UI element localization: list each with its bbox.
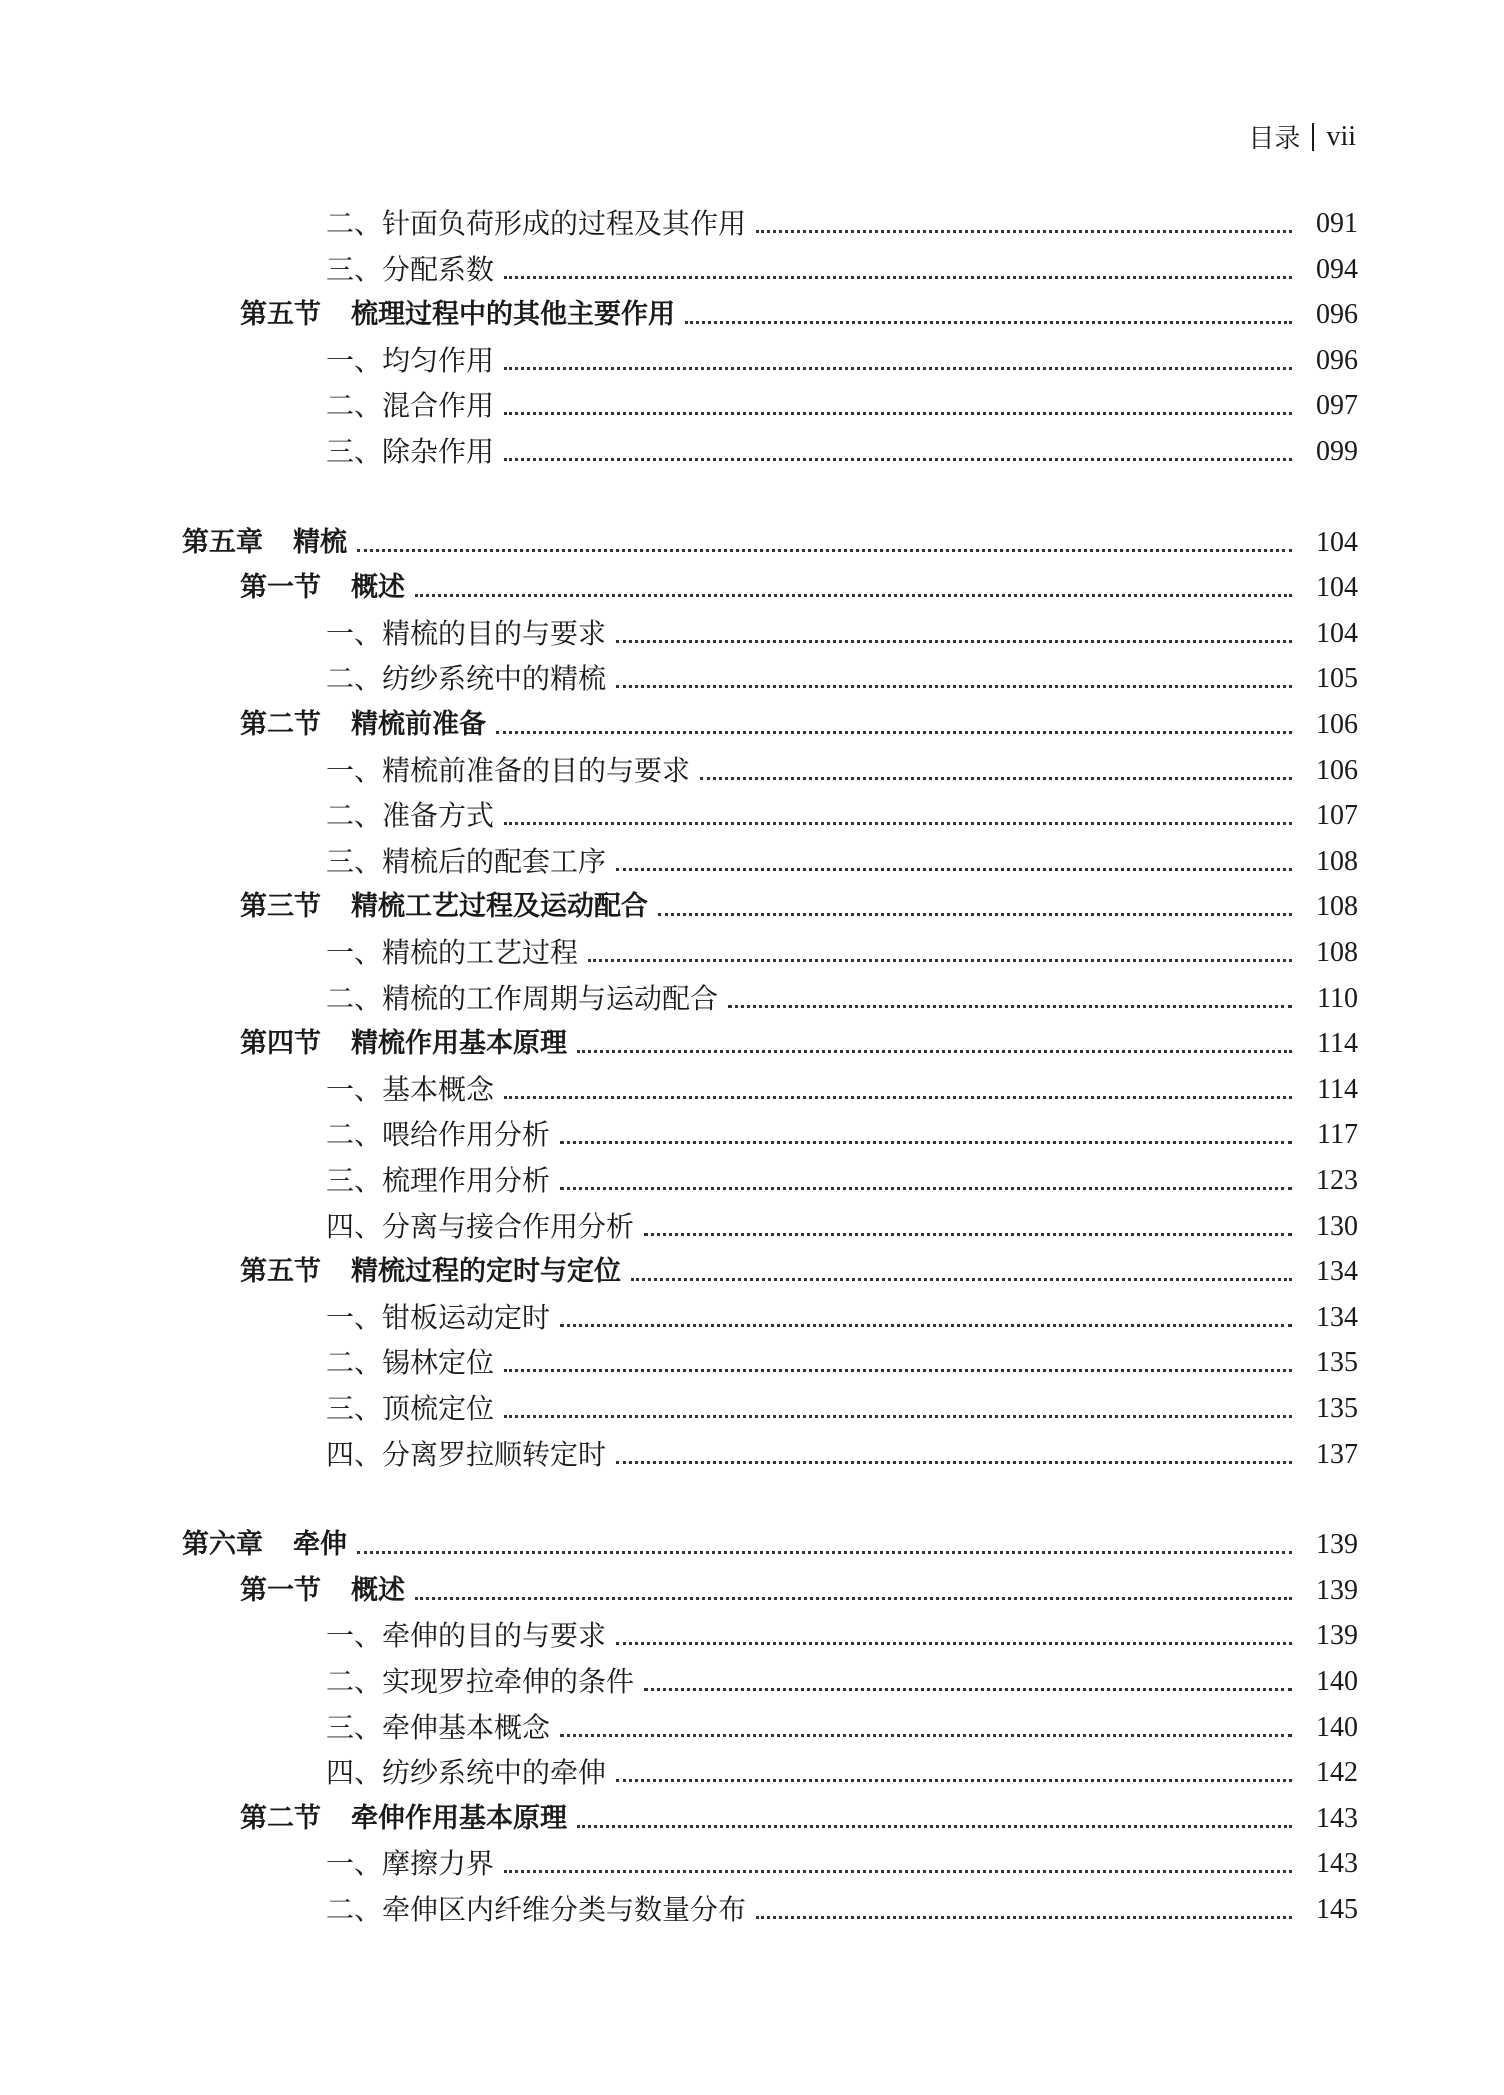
dot-leader <box>504 458 1292 461</box>
toc-entry-label <box>240 1799 577 1839</box>
toc-entry-label <box>326 204 756 244</box>
toc-chapter-row[interactable] <box>182 1525 1358 1565</box>
toc-page-number: 139 <box>1316 1574 1358 1606</box>
toc-page-number: 140 <box>1316 1666 1358 1697</box>
toc-entry-label <box>326 1389 504 1429</box>
toc-entry-label <box>326 1298 560 1338</box>
toc-entry-title: 二、针面负荷形成的过程及其作用 <box>326 207 747 240</box>
toc-entry-title: 四、分离罗拉顺转定时 <box>326 1437 607 1471</box>
toc-item-row[interactable] <box>326 1343 1358 1383</box>
toc-page-number: 114 <box>1317 1028 1358 1060</box>
toc-entry-label <box>326 1890 756 1930</box>
toc-entry-number: 第五节 <box>240 299 321 331</box>
toc-entry-label <box>326 796 504 836</box>
dot-leader <box>616 1461 1292 1464</box>
toc-item-row[interactable] <box>326 1753 1358 1793</box>
toc-item-row[interactable] <box>326 614 1358 654</box>
toc-page-number: 143 <box>1316 1848 1358 1880</box>
toc-page-number: 107 <box>1316 800 1358 832</box>
toc-entry-title: 概述 <box>351 572 405 604</box>
dot-leader <box>504 276 1292 279</box>
toc-section-row[interactable] <box>240 1799 1358 1839</box>
toc-entry-label <box>326 614 616 654</box>
toc-entry-title: 四、分离与接合作用分析 <box>326 1209 635 1243</box>
header-divider <box>1312 123 1314 151</box>
toc-page-number: 130 <box>1316 1210 1358 1242</box>
toc-entry-title: 一、均匀作用 <box>326 343 495 377</box>
dot-leader <box>616 685 1292 688</box>
dot-leader <box>616 640 1292 643</box>
toc-item-row[interactable] <box>326 341 1358 381</box>
toc-page-number: 105 <box>1316 663 1358 695</box>
dot-leader <box>357 549 1292 552</box>
toc-entry-label <box>240 1024 577 1064</box>
toc-entry-title: 精梳 <box>293 526 347 558</box>
toc-page-number: 104 <box>1316 617 1358 649</box>
toc-entry-title: 三、分配系数 <box>326 252 495 286</box>
toc-entry-number: 第四节 <box>240 1028 321 1060</box>
toc-entry-title: 三、精梳后的配套工序 <box>326 844 607 878</box>
toc-item-row[interactable] <box>326 1115 1358 1155</box>
toc-entry-title: 牵伸 <box>293 1529 347 1561</box>
toc-section-row[interactable] <box>240 295 1358 335</box>
dot-leader <box>616 1642 1292 1645</box>
toc-item-row[interactable] <box>326 250 1358 290</box>
toc-page-number: 139 <box>1316 1529 1358 1561</box>
toc-section-row[interactable] <box>240 568 1358 608</box>
toc-entry-title: 二、混合作用 <box>326 389 495 423</box>
toc-entry-label <box>326 1161 560 1201</box>
toc-entry-title: 精梳过程的定时与定位 <box>351 1256 621 1288</box>
dot-leader <box>700 777 1292 780</box>
toc-item-row[interactable] <box>326 1207 1358 1247</box>
toc-entry-label <box>326 842 616 882</box>
toc-entry-title: 精梳工艺过程及运动配合 <box>351 891 648 923</box>
toc-entry-label <box>240 295 685 335</box>
toc-entry-label <box>326 1070 504 1110</box>
toc-page-number: 097 <box>1316 390 1358 422</box>
toc-entry-label <box>326 659 616 699</box>
toc-entry-title: 牵伸作用基本原理 <box>351 1802 567 1834</box>
toc-entry-title: 一、基本概念 <box>326 1072 495 1106</box>
toc-item-row[interactable] <box>326 1844 1358 1884</box>
toc-item-row[interactable] <box>326 1070 1358 1110</box>
dot-leader <box>357 1551 1292 1554</box>
toc-item-row[interactable] <box>326 1708 1358 1748</box>
toc-entry-title: 二、牵伸区内纤维分类与数量分布 <box>326 1893 747 1926</box>
toc-item-row[interactable] <box>326 1890 1358 1930</box>
dot-leader <box>560 1141 1292 1144</box>
header-page-number: vii <box>1326 120 1356 152</box>
toc-entry-title: 一、摩擦力界 <box>326 1847 495 1881</box>
toc-section-row[interactable] <box>240 1571 1358 1611</box>
toc-page-number: 094 <box>1316 253 1358 285</box>
toc-page-number: 114 <box>1317 1073 1358 1105</box>
toc-item-row[interactable] <box>326 1616 1358 1656</box>
toc-entry-label <box>326 1753 616 1793</box>
toc-entry-label <box>182 1525 357 1565</box>
toc-entry-label <box>326 1662 644 1702</box>
toc-entry-number: 第二节 <box>240 709 321 740</box>
toc-page-number: 106 <box>1316 709 1358 740</box>
toc-item-row[interactable] <box>326 933 1358 973</box>
dot-leader <box>560 1324 1292 1327</box>
toc-entry-number: 第三节 <box>240 891 321 923</box>
toc-entry-title: 二、精梳的工作周期与运动配合 <box>326 981 719 1015</box>
toc-item-row[interactable] <box>326 1298 1358 1338</box>
dot-leader <box>504 1870 1292 1873</box>
toc-page-number: 106 <box>1316 754 1358 786</box>
toc-entry-number: 第六章 <box>182 1529 263 1561</box>
toc-item-row[interactable] <box>326 1662 1358 1702</box>
toc-entry-label <box>326 979 728 1019</box>
dot-leader <box>577 1050 1292 1053</box>
dot-leader <box>644 1233 1292 1236</box>
toc-entry-number: 第五章 <box>182 526 263 558</box>
toc-entry-title: 精梳作用基本原理 <box>351 1028 567 1060</box>
dot-leader <box>644 1688 1292 1691</box>
toc-entry-label <box>240 705 496 745</box>
toc-item-row[interactable] <box>326 751 1358 791</box>
running-header <box>1248 118 1356 155</box>
toc-item-row[interactable] <box>326 1435 1358 1475</box>
dot-leader <box>685 321 1292 324</box>
toc-entry-label <box>326 1207 644 1247</box>
toc-entry-title: 一、牵伸的目的与要求 <box>326 1619 607 1653</box>
toc-entry-label <box>240 1571 415 1611</box>
toc-entry-label <box>326 1616 616 1656</box>
toc-page-number: 096 <box>1316 344 1358 376</box>
toc-entry-title: 四、纺纱系统中的牵伸 <box>326 1756 607 1790</box>
toc-entry-title: 二、喂给作用分析 <box>326 1118 551 1152</box>
toc-entry-title: 二、实现罗拉牵伸的条件 <box>326 1665 635 1698</box>
toc-item-row[interactable] <box>326 432 1358 472</box>
toc-entry-label <box>326 1343 504 1383</box>
toc-item-row[interactable] <box>326 842 1358 882</box>
toc-entry-title: 三、牵伸基本概念 <box>326 1710 551 1744</box>
dot-leader <box>728 1005 1292 1008</box>
toc-item-row[interactable] <box>326 386 1358 426</box>
toc-entry-title: 一、精梳的目的与要求 <box>326 616 607 650</box>
toc-entry-label <box>240 568 415 608</box>
dot-leader <box>504 367 1292 370</box>
toc-item-row[interactable] <box>326 979 1358 1019</box>
toc-entry-label <box>326 432 504 472</box>
dot-leader <box>504 822 1292 825</box>
toc-item-row[interactable] <box>326 204 1358 244</box>
header-section-title: 目录 <box>1248 124 1301 154</box>
toc-entry-title: 精梳前准备 <box>351 709 486 740</box>
toc-page-number: 117 <box>1317 1119 1358 1151</box>
toc-page-number: 134 <box>1316 1256 1358 1288</box>
toc-page-number: 135 <box>1316 1393 1358 1424</box>
toc-entry-label <box>182 523 357 563</box>
toc-page-number: 123 <box>1316 1165 1358 1196</box>
toc-item-row[interactable] <box>326 1389 1358 1429</box>
toc-entry-label <box>326 751 700 791</box>
dot-leader <box>496 731 1292 734</box>
toc-page-number: 104 <box>1316 526 1358 558</box>
dot-leader <box>415 1597 1292 1600</box>
toc-page-number: 145 <box>1316 1894 1358 1925</box>
toc-entry-label <box>326 341 504 381</box>
toc-entry-label <box>326 933 588 973</box>
dot-leader <box>504 412 1292 415</box>
toc-page-number: 137 <box>1316 1438 1358 1470</box>
toc-section-row[interactable] <box>240 1024 1358 1064</box>
toc-section-row[interactable] <box>240 705 1358 745</box>
toc-entry-number: 第五节 <box>240 1256 321 1288</box>
toc-entry-label <box>326 1844 504 1884</box>
toc-entry-title: 一、精梳的工艺过程 <box>326 936 579 969</box>
toc-section-row[interactable] <box>240 1252 1358 1292</box>
toc-chapter-row[interactable] <box>182 523 1358 563</box>
toc-page-number: 096 <box>1316 299 1358 331</box>
dot-leader <box>560 1734 1292 1737</box>
toc-item-row[interactable] <box>326 796 1358 836</box>
toc-item-row[interactable] <box>326 1161 1358 1201</box>
toc-entry-label <box>240 1252 631 1292</box>
toc-entry-title: 二、锡林定位 <box>326 1346 495 1380</box>
toc-page-number: 104 <box>1316 572 1358 604</box>
dot-leader <box>658 913 1292 916</box>
dot-leader <box>756 230 1292 233</box>
toc-page-number: 142 <box>1316 1757 1358 1789</box>
toc-entry-title: 三、顶梳定位 <box>326 1392 495 1425</box>
toc-page-number: 091 <box>1316 208 1358 239</box>
dot-leader <box>560 1187 1292 1190</box>
toc-entry-number: 第一节 <box>240 1574 321 1606</box>
toc-entry-title: 概述 <box>351 1574 405 1606</box>
toc-entry-title: 三、梳理作用分析 <box>326 1164 551 1197</box>
dot-leader <box>577 1825 1292 1828</box>
toc-page-number: 140 <box>1316 1711 1358 1743</box>
toc-entry-title: 梳理过程中的其他主要作用 <box>351 299 675 331</box>
toc-entry-title: 三、除杂作用 <box>326 435 495 468</box>
dot-leader <box>756 1916 1292 1919</box>
dot-leader <box>504 1415 1292 1418</box>
toc-entry-title: 二、纺纱系统中的精梳 <box>326 662 607 696</box>
dot-leader <box>415 594 1292 597</box>
dot-leader <box>631 1278 1292 1281</box>
toc-page-number: 108 <box>1316 891 1358 923</box>
toc-section-row[interactable] <box>240 887 1358 927</box>
toc-entry-number: 第二节 <box>240 1802 321 1834</box>
dot-leader <box>616 868 1292 871</box>
toc-page-number: 099 <box>1316 436 1358 467</box>
toc-page-number: 108 <box>1316 845 1358 877</box>
toc-page-number: 135 <box>1316 1347 1358 1379</box>
toc-entry-label <box>326 1115 560 1155</box>
toc-entry-title: 二、准备方式 <box>326 799 495 833</box>
toc-entry-label <box>326 250 504 290</box>
dot-leader <box>504 1096 1292 1099</box>
toc-page-number: 139 <box>1316 1620 1358 1652</box>
toc-entry-number: 第一节 <box>240 572 321 604</box>
toc-page-number: 134 <box>1316 1301 1358 1333</box>
toc-page-number: 110 <box>1317 982 1358 1014</box>
toc-entry-title: 一、精梳前准备的目的与要求 <box>326 753 691 787</box>
toc-entry-label <box>326 1435 616 1475</box>
dot-leader <box>616 1779 1292 1782</box>
toc-page-number: 108 <box>1316 937 1358 968</box>
toc-page-number: 143 <box>1316 1802 1358 1834</box>
toc-entry-label <box>326 386 504 426</box>
toc-item-row[interactable] <box>326 659 1358 699</box>
dot-leader <box>588 959 1292 962</box>
toc-entry-title: 一、钳板运动定时 <box>326 1300 551 1334</box>
dot-leader <box>504 1369 1292 1372</box>
toc-entry-label <box>326 1708 560 1748</box>
toc-entry-label <box>240 887 658 927</box>
